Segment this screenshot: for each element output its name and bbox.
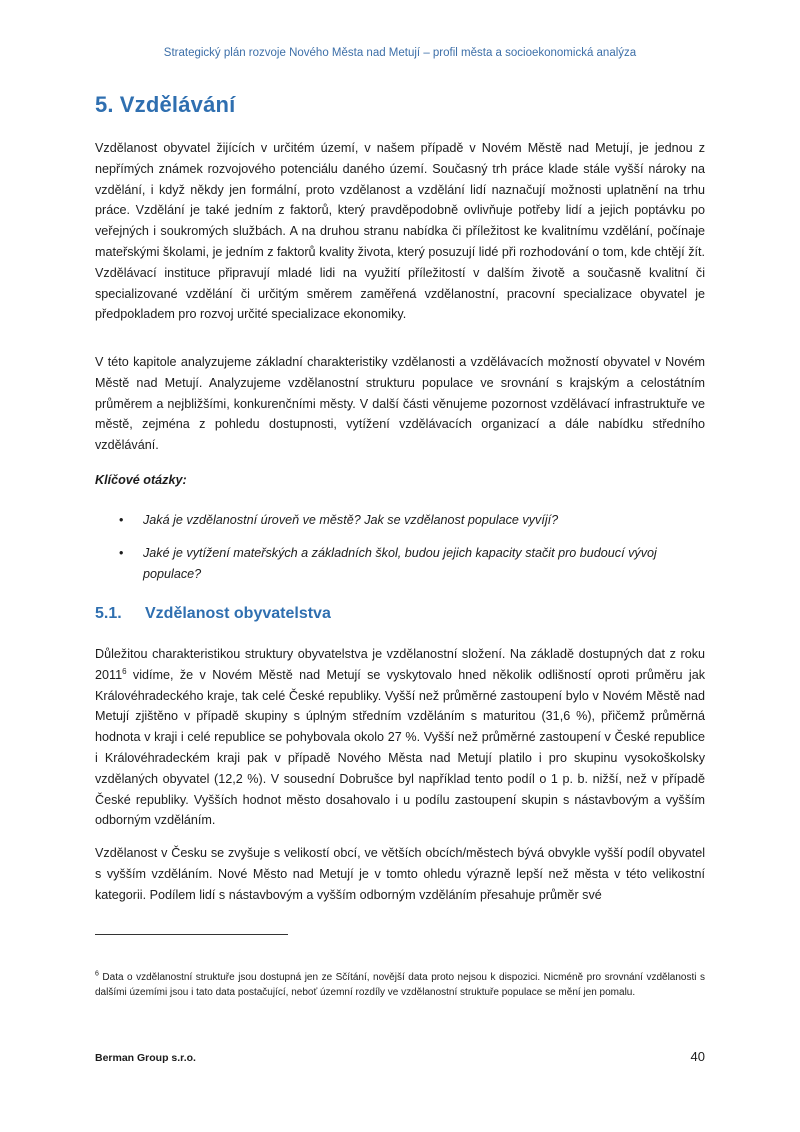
chapter-number: 5. — [95, 92, 114, 117]
chapter-title: Vzdělávání — [119, 92, 236, 117]
footer-company: Berman Group s.r.o. — [95, 1052, 196, 1064]
key-questions-list — [95, 510, 705, 596]
paragraph-text: vidíme, že v Novém Městě nad Metují se vyskytovalo hned několik odlišností oproti průměru jak Královéhradeckého kraje, tak celé České republiky. Vyšší než průměrné zastoupení bylo v Novém Městě nad Metují zjištěno v případě skupiny s úplným středním vzděláním s maturitou (31,6 %), přičemž průměrná hodnota v kraji i celé republice se pohybovala okolo 27 %. Vyšší než průměrné zastoupení v České republice i Královéhradeckém kraji pak v případě Nového Města nad Metují platilo i pro skupinu vysokoškolsky vzdělaných obyvatel (12,2 %). V sousední Dobrušce byl například tento podíl o 1 p. b. nižší, než v případě České republiky. Vyšších hodnot město dosahovalo i u podílu zastoupení skupin s nástavbovým a vyšším odborným vzděláním. — [95, 667, 705, 828]
footnote-marker: 6 — [95, 970, 99, 978]
section-number: 5.1. — [95, 605, 122, 622]
running-header: Strategický plán rozvoje Nového Města nad Metují – profil města a socioekonomická analýza — [163, 47, 637, 59]
footnote-divider — [95, 934, 288, 935]
bullet-icon: • — [119, 545, 124, 560]
bullet-icon: • — [119, 513, 124, 527]
list-item — [95, 510, 705, 531]
chapter-heading — [95, 92, 235, 118]
paragraph-text: Důležitou charakteristikou struktury obyvatelstva je vzdělanostní složení. Na základě dostupných dat z roku 2011 — [95, 647, 705, 682]
key-question-text: Jaké je vytížení mateřských a základních škol, budou jejich kapacity stačit pro budoucí vývoj populace? — [143, 545, 657, 581]
footnote-reference[interactable]: 6 — [122, 666, 127, 676]
footnote-text: Data o vzdělanostní struktuře jsou dostupná jen ze Sčítání, novější data proto nejsou k dispozici. Nicméně pro srovnání vzdělanosti s dalšími územími jsou i tato data postačující, neboť územní rozdíly ve vzdělanostní struktuře populace se mění jen pomalu. — [95, 972, 705, 998]
key-question-text: Jaká je vzdělanostní úroveň ve městě? Jak se vzdělanost populace vyvíjí? — [143, 513, 559, 527]
section-heading — [95, 605, 331, 623]
section-title: Vzdělanost obyvatelstva — [145, 605, 331, 622]
list-item — [95, 543, 705, 585]
intro-paragraph-1: Vzdělanost obyvatel žijících v určitém území, v našem případě v Novém Městě nad Metují, je jednou z nepřímých známek rozvojového potenciálu daného území. Současný trh práce klade stále vyšší nároky na vzdělání, i když někdy jen formální, proto vzdělanost a vzdělání lidí naznačují možnosti uplatnění na trhu práce. Vzdělání je také jedním z faktorů, který pravděpodobně ovlivňuje potřeby lidí a jejich poptávku po veřejných i soukromých službách. A na druhou stranu nabídka či příležitost ke kvalitnímu vzdělání, počínaje mateřskými školami, je jedním z faktorů kvality života, který posuzují lidé při rozhodování o tom, kde chtějí žít. Vzdělávací instituce připravují mladé lidi na využití příležitostí v dalším životě a současně kvalitní či specializované vzdělání či určitým směrem zaměřená vzdělanostní, pracovní specializace obyvatel je předpokladem pro rozvoj určité specializace ekonomiky. — [95, 141, 705, 322]
page-number: 40 — [690, 1049, 705, 1064]
key-questions-title: Klíčové otázky: — [95, 473, 187, 487]
footnote — [95, 970, 705, 1000]
section-paragraph-2: Vzdělanost v Česku se zvyšuje s velikostí obcí, ve větších obcích/městech bývá obvykle vyšší podíl obyvatel s vyšším vzděláním. Nové Město nad Metují je v tomto ohledu výrazně lepší než města v této velikostní kategorii. Podílem lidí s nástavbovým a vyšším odborným vzděláním přesahuje průměr své — [95, 846, 705, 902]
section-paragraph-1 — [95, 644, 705, 831]
intro-paragraph-2: V této kapitole analyzujeme základní charakteristiky vzdělanosti a vzdělávacích možností obyvatel v Novém Městě nad Metují. Analyzujeme vzdělanostní strukturu populace ve srovnání s krajským a celostátním průměrem a nejbližšími, konkurenčními městy. V další části věnujeme pozornost vzdělávací infrastruktuře ve městě, zejména z pohledu dostupnosti, vytížení vzdělávacích organizací a dále nabídku středního vzdělávání. — [95, 355, 705, 453]
